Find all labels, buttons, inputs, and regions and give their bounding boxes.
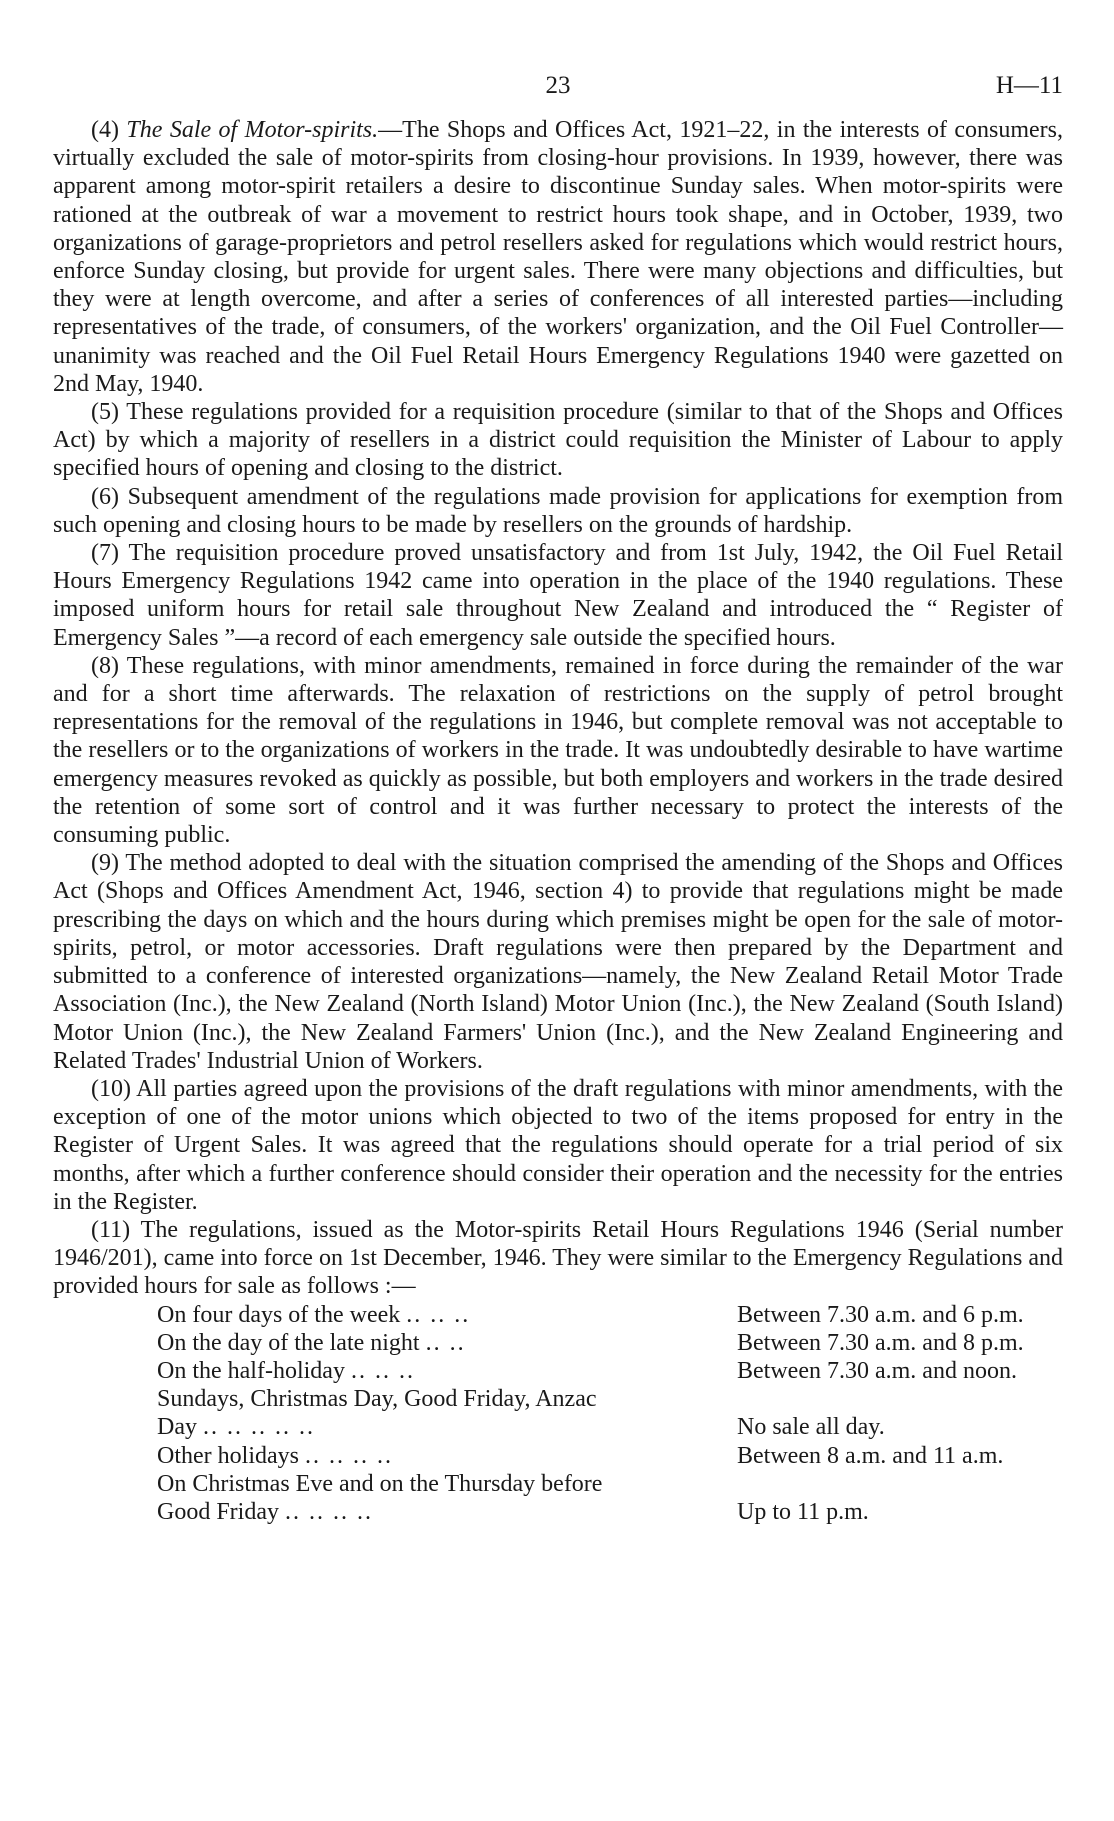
hours-cell (737, 1385, 1024, 1413)
paragraph-5 (53, 398, 1063, 483)
paragraph-text: The requisition procedure proved unsatisfactory and from 1st July, 1942, the Oil Fuel Retail Hours Emergency Regulations 1942 came into operation in the place of the 1940 regulations. These imposed uniform hours for retail sale throughout New Zealand and introduced the “ Register of Emergency Sales ”—a record of each emergency sale outside the specified hours. (53, 540, 1063, 651)
day-label: Day (157, 1414, 197, 1441)
day-label: On the day of the late night (157, 1329, 420, 1356)
table-row (157, 1357, 1024, 1385)
day-cell (157, 1301, 737, 1329)
paragraph-number: (6) (91, 483, 119, 510)
leader-dots: .. .. .. .. .. (202, 1414, 315, 1441)
hours-cell: Between 8 a.m. and 11 a.m. (737, 1442, 1004, 1469)
hours-cell: Between 7.30 a.m. and 8 p.m. (737, 1329, 1024, 1356)
paragraph-text: All parties agreed upon the provisions of the draft regulations with minor amendments, with the exception of one of the motor unions which objected to two of the items proposed for entry in the Register of Urgent Sales. It was agreed that the regulations should operate for a trial period of six months, after which a further conference should consider their operation and the necessity for the entries in the Register. (53, 1075, 1063, 1215)
table-row (157, 1498, 1024, 1526)
sale-hours-table (157, 1301, 1024, 1527)
paragraph-4 (53, 116, 1063, 398)
day-label: Good Friday (157, 1498, 279, 1525)
paragraph-text: Subsequent amendment of the regulations made provision for applications for exemption from such opening and closing hours to be made by resellers on the grounds of hardship. (53, 483, 1063, 538)
day-cell (157, 1357, 737, 1385)
hours-cell: Between 7.30 a.m. and noon. (737, 1357, 1017, 1384)
hours-cell: Between 7.30 a.m. and 6 p.m. (737, 1301, 1024, 1328)
hours-cell (737, 1470, 1024, 1498)
day-label: On the half-holiday (157, 1357, 345, 1384)
day-cell (157, 1385, 737, 1413)
table-row (157, 1413, 1024, 1441)
paragraph-11 (53, 1216, 1063, 1301)
paragraph-number: (8) (91, 652, 119, 679)
leader-dots: .. .. (425, 1329, 466, 1356)
paragraph-9 (53, 849, 1063, 1075)
hours-cell: No sale all day. (737, 1414, 885, 1441)
table-row (157, 1385, 1024, 1413)
day-label: On four days of the week (157, 1301, 401, 1328)
paragraph-10 (53, 1075, 1063, 1216)
table-row (157, 1329, 1024, 1357)
paragraph-number: (5) (91, 399, 119, 426)
day-label: Sundays, Christmas Day, Good Friday, Anzac (157, 1386, 597, 1413)
day-label: Other holidays (157, 1442, 299, 1469)
day-cell (157, 1329, 737, 1357)
leader-dots: .. .. .. (406, 1301, 471, 1328)
table-row (157, 1470, 1024, 1498)
day-cell (157, 1442, 737, 1470)
paragraph-7 (53, 539, 1063, 652)
paragraph-number: (9) (91, 850, 119, 877)
day-cell (157, 1470, 737, 1498)
paragraph-number: (11) (91, 1216, 131, 1243)
paragraph-6 (53, 483, 1063, 539)
document-reference: H—11 (995, 72, 1063, 99)
paragraph-text: The method adopted to deal with the situation comprised the amending of the Shops and Offices Act (Shops and Offices Amendment Act, 1946, section 4) to provide that regulations might be made prescribing the days on which and the hours during which premises might be open for the sale of motor-spirits, petrol, or motor accessories. Draft regulations were then prepared by the Department and submitted to a conference of interested organizations—namely, the New Zealand Retail Motor Trade Association (Inc.), the New Zealand (North Island) Motor Union (Inc.), the New Zealand (South Island) Motor Union (Inc.), the New Zealand Farmers' Union (Inc.), and the New Zealand Engineering and Related Trades' Industrial Union of Workers. (53, 850, 1063, 1074)
hours-cell: Up to 11 p.m. (737, 1498, 869, 1525)
page-header (53, 72, 1063, 116)
paragraph-number: (4) (91, 117, 119, 143)
paragraph-8 (53, 652, 1063, 849)
day-label: On Christmas Eve and on the Thursday before (157, 1470, 603, 1497)
table-row (157, 1442, 1024, 1470)
paragraph-number: (7) (91, 540, 119, 567)
leader-dots: .. .. .. (350, 1357, 415, 1384)
paragraph-number: (10) (91, 1075, 131, 1102)
paragraph-text: The regulations, issued as the Motor-spirits Retail Hours Regulations 1946 (Serial number 1946/201), came into force on 1st December, 1946. They were similar to the Emergency Regulations and provided hours for sale as follows :— (53, 1216, 1063, 1300)
paragraph-text: —The Shops and Offices Act, 1921–22, in the interests of consumers, virtually excluded the sale of motor-spirits from closing-hour provisions. In 1939, however, there was apparent among motor-spirit retailers a desire to discontinue Sunday sales. When motor-spirits were rationed at the outbreak of war a movement to restrict hours took shape, and in October, 1939, two organizations of garage-proprietors and petrol resellers asked for regulations which would restrict hours, enforce Sunday closing, but provide for urgent sales. There were many objections and difficulties, but they were at length overcome, and after a series of conferences of all interested parties—including representatives of the trade, of consumers, of the workers' organization, and the Oil Fuel Controller—unanimity was reached and the Oil Fuel Retail Hours Emergency Regulations 1940 were gazetted on 2nd May, 1940. (53, 117, 1064, 397)
paragraph-title: The Sale of Motor-spirits. (126, 117, 379, 143)
day-cell (157, 1498, 737, 1526)
paragraph-text: These regulations provided for a requisition procedure (similar to that of the Shops and Offices Act) by which a majority of resellers in a district could requisition the Minister of Labour to apply specified hours of opening and closing to the district. (53, 399, 1063, 482)
leader-dots: .. .. .. .. (285, 1498, 373, 1525)
paragraph-text: These regulations, with minor amendments, remained in force during the remainder of the war and for a short time afterwards. The relaxation of restrictions on the supply of petrol brought representations for the removal of the regulations in 1946, but complete removal was not acceptable to the resellers or to the organizations of workers in the trade. It was undoubtedly desirable to have wartime emergency measures revoked as quickly as possible, but both employers and workers in the trade desired the retention of some sort of control and it was further necessary to protect the interests of the consuming public. (53, 652, 1063, 849)
document-page (53, 72, 1063, 1526)
leader-dots: .. .. .. .. (304, 1442, 393, 1469)
day-cell (157, 1413, 737, 1441)
page-number: 23 (545, 72, 571, 99)
table-row (157, 1301, 1024, 1329)
